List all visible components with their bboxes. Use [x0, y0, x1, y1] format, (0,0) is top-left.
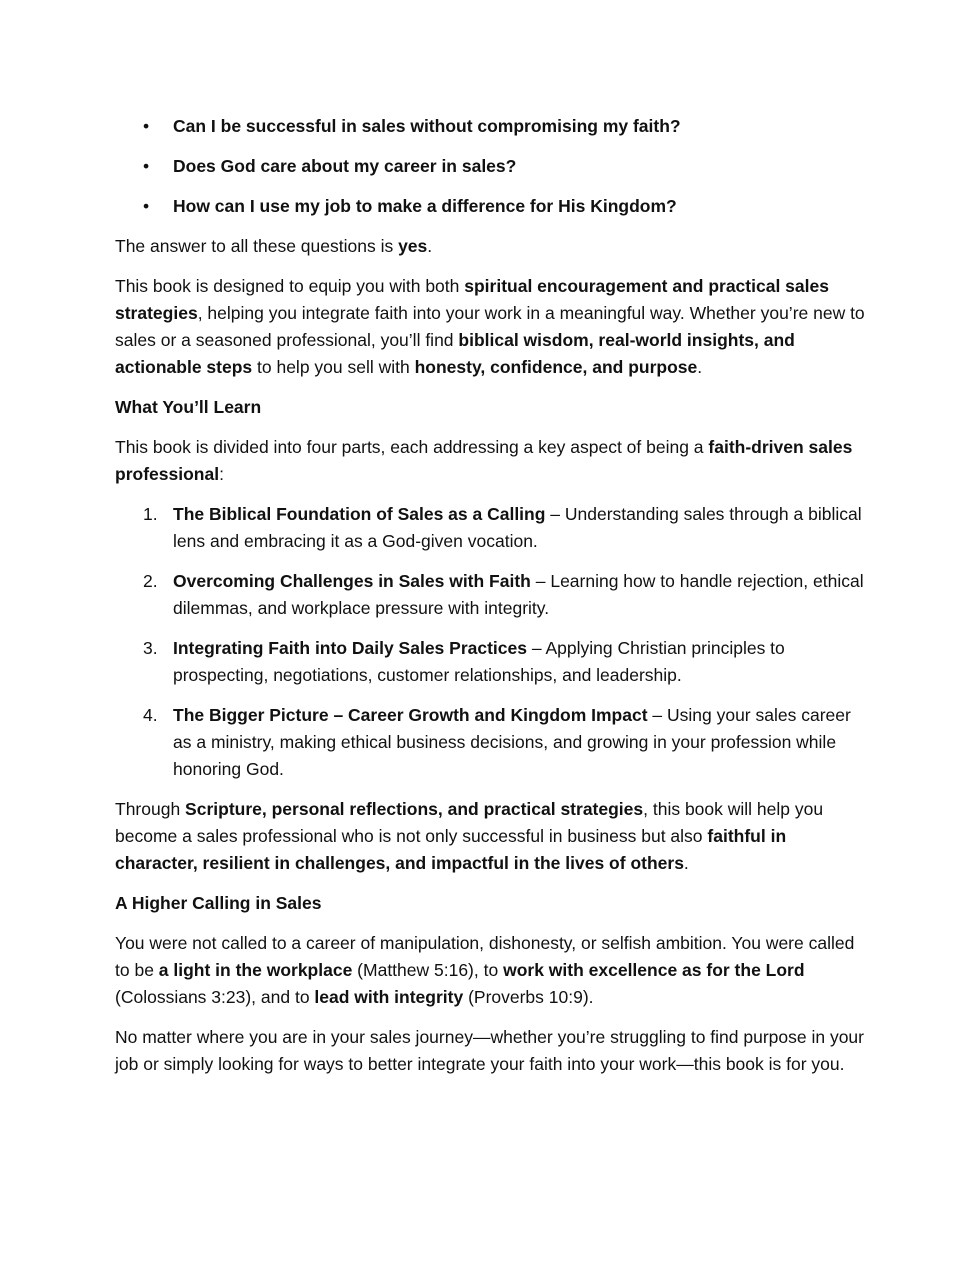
- question-text: Can I be successful in sales without compromising my faith?: [173, 116, 681, 136]
- part-description: – Understanding sales through a biblical lens and embracing it as a God-given vocation.: [173, 504, 862, 551]
- part-title: The Biblical Foundation of Sales as a Calling: [173, 504, 546, 524]
- part-description: – Learning how to handle rejection, ethical dilemmas, and workplace pressure with integrity.: [173, 571, 864, 618]
- bold-run: work with excellence as for the Lord: [503, 960, 805, 980]
- part-description: – Applying Christian principles to prospecting, negotiations, customer relationships, and leadership.: [173, 638, 785, 685]
- part-title: The Bigger Picture – Career Growth and Kingdom Impact: [173, 705, 648, 725]
- question-list: [115, 113, 865, 220]
- parts-list: [115, 501, 865, 783]
- text-run: This book is designed to equip you with both: [115, 276, 465, 296]
- text-run: :: [219, 464, 224, 484]
- text-run: .: [683, 853, 689, 873]
- bold-run: biblical wisdom, real-world insights, and actionable steps: [115, 330, 795, 377]
- text-run: , this book will help you become a sales professional who is not only successful in business but also: [115, 799, 824, 846]
- list-number: 1.: [143, 504, 158, 524]
- text-run: The answer to all these questions is: [115, 236, 399, 256]
- bold-run: yes: [398, 236, 428, 256]
- section-heading: A Higher Calling in Sales: [115, 893, 322, 913]
- learn-intro-paragraph: [115, 434, 865, 488]
- bold-run: honesty, confidence, and purpose: [414, 357, 698, 377]
- list-item: [115, 113, 865, 140]
- text-run: to help you sell with: [252, 357, 415, 377]
- text-run: .: [697, 357, 703, 377]
- through-paragraph: [115, 796, 865, 877]
- list-item: [115, 193, 865, 220]
- part-description: – Using your sales career as a ministry, making ethical business decisions, and growing in your profession while honoring God.: [173, 705, 851, 779]
- list-number: 4.: [143, 705, 158, 725]
- text-run: (Proverbs 10:9).: [463, 987, 594, 1007]
- list-item: [115, 635, 865, 689]
- text-run: You were not called to a career of manipulation, dishonesty, or selfish ambition. You were called to be: [115, 933, 855, 980]
- bold-run: faithful in character, resilient in challenges, and impactful in the lives of others: [115, 826, 787, 873]
- bullet-icon: •: [143, 196, 150, 216]
- text-run: , helping you integrate faith into your work in a meaningful way. Whether you’re new to sales or a seasoned professional, you’ll find: [115, 303, 865, 350]
- bold-run: lead with integrity: [314, 987, 464, 1007]
- calling-paragraph: [115, 930, 865, 1011]
- document-page: [115, 113, 865, 1091]
- bold-run: faith-driven sales professional: [115, 437, 853, 484]
- text-run: Through: [115, 799, 186, 819]
- list-number: 3.: [143, 638, 158, 658]
- part-title: Overcoming Challenges in Sales with Faith: [173, 571, 531, 591]
- bold-run: a light in the workplace: [158, 960, 353, 980]
- list-item: [115, 702, 865, 783]
- intro-paragraph: [115, 273, 865, 381]
- list-number: 2.: [143, 571, 158, 591]
- list-item: [115, 501, 865, 555]
- answer-paragraph: [115, 233, 865, 260]
- list-item: [115, 153, 865, 180]
- text-run: This book is divided into four parts, each addressing a key aspect of being a: [115, 437, 709, 457]
- bullet-icon: •: [143, 116, 150, 136]
- bold-run: spiritual encouragement and practical sales strategies: [115, 276, 829, 323]
- bold-run: Scripture, personal reflections, and practical strategies: [185, 799, 644, 819]
- part-title: Integrating Faith into Daily Sales Practices: [173, 638, 527, 658]
- question-text: How can I use my job to make a difference for His Kingdom?: [173, 196, 677, 216]
- bullet-icon: •: [143, 156, 150, 176]
- closing-paragraph: No matter where you are in your sales journey—whether you’re struggling to find purpose in your job or simply looking for ways to better integrate your faith into your work—this book is for you.: [115, 1027, 864, 1074]
- text-run: (Colossians 3:23), and to: [115, 987, 315, 1007]
- question-text: Does God care about my career in sales?: [173, 156, 517, 176]
- section-heading: What You’ll Learn: [115, 397, 262, 417]
- text-run: .: [427, 236, 433, 256]
- list-item: [115, 568, 865, 622]
- text-run: (Matthew 5:16), to: [352, 960, 504, 980]
